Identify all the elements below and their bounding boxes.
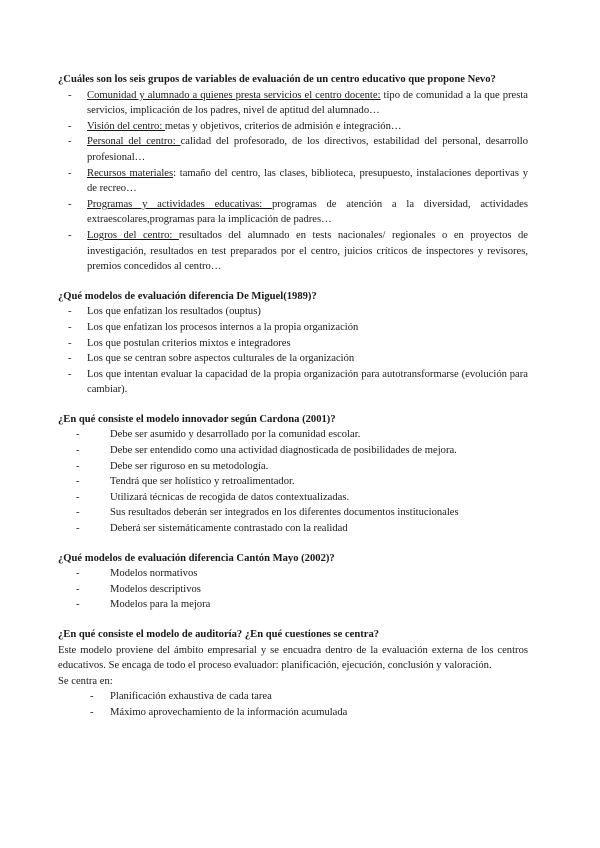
list-item [58, 166, 528, 197]
section-auditoria [58, 627, 528, 721]
list-item [58, 119, 528, 135]
question-heading: ¿Cuáles son los seis grupos de variables de evaluación de un centro educativo que propone Nevo? [58, 74, 496, 85]
list-item: - Los que postulan criterios mixtos e integradores [58, 336, 528, 352]
question-heading: ¿Qué modelos de evaluación diferencia De Miguel(1989)? [58, 290, 317, 302]
item-text: programas de atención a la diversidad, actividades extraescolares,programas para la implicación de padres… [87, 198, 528, 226]
question-heading: ¿En qué consiste el modelo innovador según Cardona (2001)? [58, 413, 336, 425]
list-item: - Los que enfatizan los resultados (ouptus) [58, 304, 528, 320]
list-item: - Debe ser entendido como una actividad diagnosticada de posibilidades de mejora. [58, 443, 528, 459]
document-content [58, 72, 528, 735]
list-item: - Los que enfatizan los procesos internos a la propia organización [58, 320, 528, 336]
cardona-list [58, 427, 528, 536]
list-item: - Modelos descriptivos [58, 582, 528, 598]
list-item: - Deberá ser sistemáticamente contrastado con la realidad [58, 521, 528, 537]
auditoria-paragraph: Este modelo proviene del ámbito empresarial y se encuadra dentro de la evaluación externa de los centros educativos. Se encaga de todo el proceso evaluador: planificación, ejecución, conclusión y valoración. [58, 644, 528, 672]
item-label: Visión del centro: [87, 120, 165, 132]
auditoria-list [58, 689, 528, 720]
item-label: Recursos materiales [87, 167, 174, 179]
item-label: Logros del centro: [87, 229, 179, 241]
list-item: - Debe ser riguroso en su metodología. [58, 459, 528, 475]
item-label: Programas y actividades educativas: [87, 198, 272, 210]
item-label: Personal del centro: [87, 136, 181, 148]
question-heading: ¿En qué consiste el modelo de auditoría? ¿En qué cuestiones se centra? [58, 629, 380, 640]
list-item: - Debe ser asumido y desarrollado por la comunidad escolar. [58, 427, 528, 443]
section-nevo [58, 72, 528, 275]
item-text: metas y objetivos, criterios de admisión e integración… [164, 120, 402, 132]
list-item [58, 197, 528, 228]
list-item: - Tendrá que ser holístico y retroalimentador. [58, 474, 528, 490]
list-item: - Utilizará técnicas de recogida de datos contextualizadas. [58, 490, 528, 506]
list-item [58, 134, 528, 165]
list-item: - Modelos para la mejora [58, 597, 528, 613]
nevo-list [58, 88, 528, 275]
list-item [58, 88, 528, 119]
list-item: - Los que se centran sobre aspectos culturales de la organización [58, 351, 528, 367]
list-item: - Modelos normativos [58, 566, 528, 582]
item-text: : tamaño del centro, las clases, biblioteca, presupuesto, instalaciones deportivas y de recreo… [87, 167, 528, 195]
section-canton-mayo [58, 551, 528, 613]
canton-mayo-list [58, 566, 528, 613]
list-item: - Planificación exhaustiva de cada tarea [58, 689, 528, 705]
list-item: - Sus resultados deberán ser integrados en los diferentes documentos institucionales [58, 505, 528, 521]
section-de-miguel [58, 289, 528, 398]
item-text: resultados del alumnado en tests nacionales/ regionales o en proyectos de investigación, resultados en test preparados por el centro, juicios críticos de inspectores y revisores, premios concedidos al centro… [87, 229, 528, 273]
list-item [58, 228, 528, 275]
auditoria-lead: Se centra en: [58, 675, 113, 687]
item-text: calidad del profesorado, de los directivos, estabilidad del personal, desarrollo profesional… [87, 136, 528, 163]
list-item: - Los que intentan evaluar la capacidad de la propia organización para autotransformarse (evolución para cambiar). [58, 367, 528, 398]
de-miguel-list [58, 304, 528, 398]
item-text: tipo de comunidad a la que presta servicios, implicación de los padres, nivel de aptitud del alumnado… [87, 89, 528, 117]
section-cardona [58, 412, 528, 537]
list-item: - Máximo aprovechamiento de la información acumulada [58, 705, 528, 721]
item-label: Comunidad y alumnado a quienes presta servicios el centro docente: [87, 89, 381, 101]
question-heading: ¿Qué modelos de evaluación diferencia Cantón Mayo (2002)? [58, 552, 335, 564]
